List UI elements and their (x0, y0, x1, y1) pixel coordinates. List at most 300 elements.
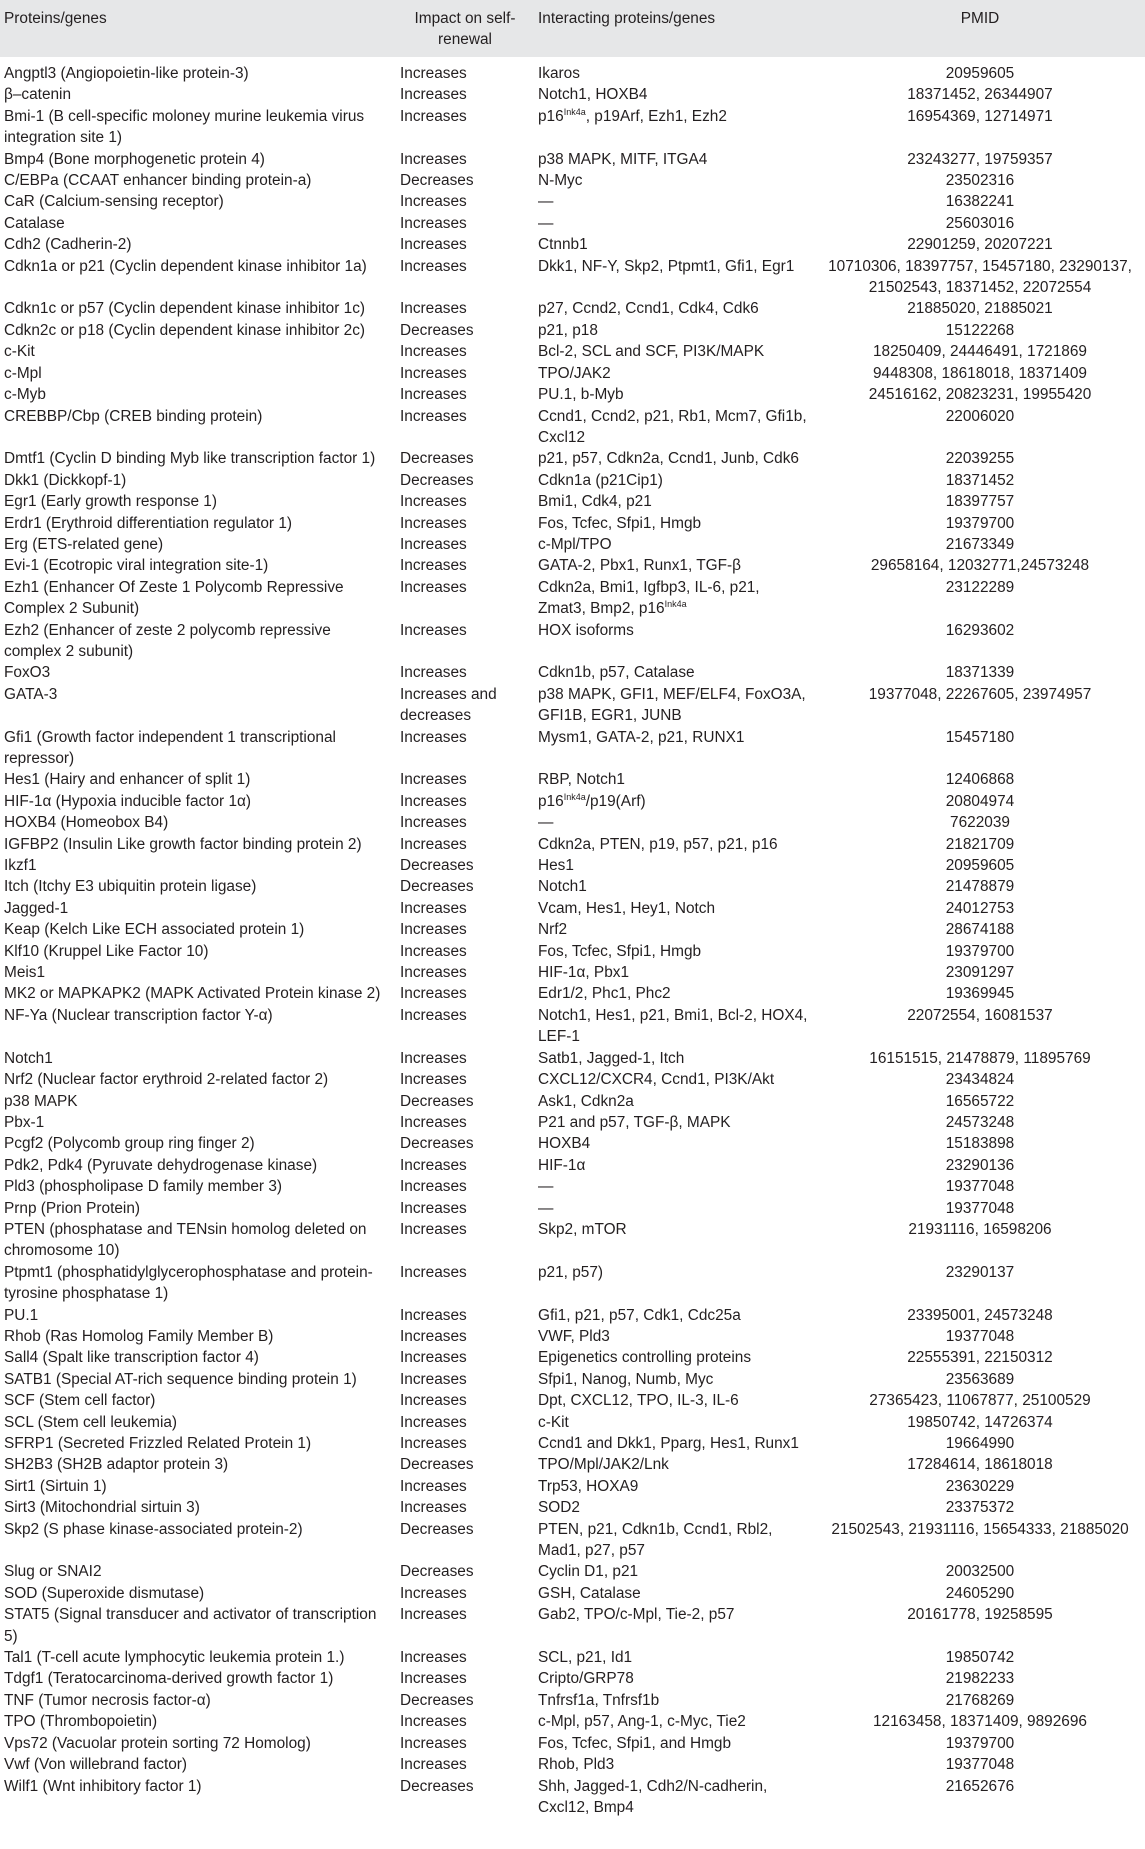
table-row (0, 1112, 1145, 1133)
table-row (0, 406, 1145, 449)
table-row (0, 1155, 1145, 1176)
table-row (0, 1390, 1145, 1411)
pmid-cell: 19377048 (945, 1327, 1015, 1345)
gene-cell: C/EBPa (CCAAT enhancer binding protein-a) (4, 172, 312, 190)
interacting-cell: Notch1 (538, 878, 587, 896)
table-row (0, 1326, 1145, 1347)
impact-cell: Increases (400, 1049, 467, 1067)
table-body (0, 57, 1145, 1818)
gene-cell: PU.1 (4, 1306, 39, 1324)
gene-cell: Skp2 (S phase kinase-associated protein-2) (4, 1520, 303, 1538)
impact-cell: Increases (400, 1327, 467, 1345)
table-row (0, 812, 1145, 833)
pmid-cell: 19377048 (945, 1178, 1015, 1196)
gene-cell: Pld3 (phospholipase D family member 3) (4, 1178, 283, 1196)
interacting-cell: p21, p18 (538, 321, 598, 339)
impact-cell: Increases (400, 621, 467, 639)
impact-cell: Increases (400, 1113, 467, 1131)
pmid-cell: 12406868 (945, 771, 1015, 789)
gene-cell: Notch1 (4, 1049, 53, 1067)
impact-cell: Decreases (400, 1135, 474, 1153)
gene-cell: CaR (Calcium-sensing receptor) (4, 193, 224, 211)
gene-cell: Itch (Itchy E3 ubiquitin protein ligase) (4, 878, 257, 896)
table-row (0, 1476, 1145, 1497)
gene-cell: Angptl3 (Angiopoietin-like protein-3) (4, 65, 249, 82)
impact-cell: Increases (400, 386, 467, 404)
gene-cell: Sirt3 (Mitochondrial sirtuin 3) (4, 1499, 200, 1517)
interacting-cell: Shh, Jagged-1, Cdh2/N-cadherin, Cxcl12, Bmp4 (538, 1777, 768, 1816)
gene-cell: c-Kit (4, 343, 35, 361)
pmid-cell: 21821709 (945, 835, 1015, 853)
interacting-cell: Ccnd1 and Dkk1, Pparg, Hes1, Runx1 (538, 1435, 799, 1452)
impact-cell: Increases (400, 1349, 467, 1367)
table-row (0, 919, 1145, 940)
impact-cell: Decreases (400, 172, 474, 190)
interacting-cell: Cripto/GRP78 (538, 1670, 634, 1688)
gene-cell: Dkk1 (Dickkopf-1) (4, 471, 127, 489)
pmid-cell: 18371339 (945, 664, 1015, 682)
table-row (0, 1091, 1145, 1112)
pmid-cell: 23395001, 24573248 (907, 1306, 1053, 1324)
table-row (0, 106, 1145, 149)
interacting-cell: Dkk1, NF-Y, Skp2, Ptpmt1, Gfi1, Egr1 (538, 257, 795, 275)
table-row (0, 1262, 1145, 1305)
header-pmid: PMID (815, 0, 1145, 57)
interacting-cell: Ikaros (538, 65, 580, 82)
table-row (0, 1711, 1145, 1732)
interacting-cell: HIF-1α, Pbx1 (538, 964, 630, 982)
table-row (0, 662, 1145, 683)
table-row (0, 1776, 1145, 1819)
header-proteins-genes: Proteins/genes (0, 0, 396, 57)
impact-cell: Increases (400, 193, 467, 211)
interacting-cell: HOX isoforms (538, 621, 634, 639)
gene-cell: Jagged-1 (4, 899, 69, 917)
impact-cell: Increases (400, 985, 467, 1003)
pmid-cell: 19850742, 14726374 (907, 1413, 1053, 1431)
table-row (0, 1733, 1145, 1754)
pmid-cell: 16565722 (945, 1092, 1015, 1110)
gene-cell: Pcgf2 (Polycomb group ring finger 2) (4, 1135, 255, 1153)
pmid-cell: 24605290 (945, 1584, 1015, 1602)
table-row (0, 1412, 1145, 1433)
pmid-cell: 25603016 (945, 214, 1015, 232)
interacting-cell: Skp2, mTOR (538, 1220, 627, 1238)
gene-cell: β–catenin (4, 86, 72, 104)
impact-cell: Decreases (400, 1520, 474, 1538)
gene-cell: Gfi1 (Growth factor independent 1 transcriptional repressor) (4, 728, 336, 767)
pmid-cell: 7622039 (950, 814, 1010, 832)
interacting-cell: Ask1, Cdkn2a (538, 1092, 634, 1110)
pmid-cell: 24516162, 20823231, 19955420 (868, 386, 1092, 404)
interacting-cell: Fos, Tcfec, Sfpi1, and Hmgb (538, 1734, 732, 1752)
interacting-cell (534, 577, 815, 620)
impact-cell: Increases (400, 1178, 467, 1196)
header-impact: Impact on self-renewal (396, 0, 534, 57)
gene-cell: Bmi-1 (B cell-specific moloney murine leukemia virus integration site 1) (4, 107, 365, 147)
table-row (0, 791, 1145, 812)
table-row (0, 363, 1145, 384)
table-row (0, 1219, 1145, 1262)
table-row (0, 256, 1145, 299)
interacting-cell: Cdkn1a (p21Cip1) (538, 471, 663, 489)
interacting-cell: GSH, Catalase (538, 1584, 641, 1602)
impact-cell: Increases (400, 728, 467, 746)
pmid-cell: 21768269 (945, 1691, 1015, 1709)
impact-cell: Increases (400, 1156, 467, 1174)
impact-cell: Increases (400, 1370, 467, 1388)
pmid-cell: 19664990 (945, 1435, 1015, 1452)
pmid-cell: 21931116, 16598206 (908, 1220, 1052, 1238)
gene-cell: HOXB4 (Homeobox B4) (4, 814, 169, 832)
pmid-cell: 18250409, 24446491, 1721869 (873, 343, 1087, 361)
pmid-cell: 21673349 (945, 535, 1015, 553)
impact-cell: Increases (400, 1392, 467, 1410)
gene-cell: c-Mpl (4, 364, 42, 382)
gene-cell: GATA-3 (4, 685, 58, 703)
pmid-cell: 20804974 (945, 792, 1015, 810)
table-row (0, 1497, 1145, 1518)
table-row (0, 1198, 1145, 1219)
pmid-cell: 22901259, 20207221 (907, 236, 1053, 254)
gene-cell: SOD (Superoxide dismutase) (4, 1584, 205, 1602)
pmid-cell: 12163458, 18371409, 9892696 (873, 1713, 1087, 1731)
table-row (0, 769, 1145, 790)
gene-cell: Keap (Kelch Like ECH associated protein 1) (4, 921, 305, 939)
table-header (0, 0, 1145, 57)
interacting-cell: Ctnnb1 (538, 236, 588, 254)
interacting-cell: GATA-2, Pbx1, Runx1, TGF-β (538, 557, 741, 575)
gene-cell: Vps72 (Vacuolar protein sorting 72 Homolog) (4, 1734, 311, 1752)
interacting-cell: P21 and p57, TGF-β, MAPK (538, 1113, 731, 1131)
table-row (0, 1519, 1145, 1562)
header-row (0, 0, 1145, 57)
table-row (0, 213, 1145, 234)
impact-cell: Increases (400, 1435, 467, 1452)
impact-cell: Increases (400, 1071, 467, 1089)
interacting-cell: RBP, Notch1 (538, 771, 625, 789)
impact-cell: Increases (400, 65, 467, 82)
table-row (0, 962, 1145, 983)
gene-cell: Rhob (Ras Homolog Family Member B) (4, 1327, 274, 1345)
table-row (0, 1176, 1145, 1197)
interacting-cell: Vcam, Hes1, Hey1, Notch (538, 899, 716, 917)
interacting-text: Cdkn2a, Bmi1, Igfbp3, IL-6, p21, Zmat3, Bmp2, p16 (538, 578, 760, 618)
gene-cell: TPO (Thrombopoietin) (4, 1713, 158, 1731)
interacting-cell: — (538, 1178, 554, 1196)
table-row (0, 84, 1145, 105)
gene-cell: Tal1 (T-cell acute lymphocytic leukemia protein 1.) (4, 1649, 345, 1667)
table-row (0, 1604, 1145, 1647)
table-row (0, 298, 1145, 319)
impact-cell: Decreases (400, 450, 474, 468)
gene-cell: Pbx-1 (4, 1113, 45, 1131)
pmid-cell: 23434824 (945, 1071, 1015, 1089)
pmid-cell: 24012753 (945, 899, 1015, 917)
pmid-cell: 19377048 (945, 1199, 1015, 1217)
table-row (0, 1369, 1145, 1390)
gene-cell: p38 MAPK (4, 1092, 78, 1110)
pmid-cell: 19369945 (945, 985, 1015, 1003)
impact-cell: Decreases (400, 857, 474, 875)
table-row (0, 1433, 1145, 1454)
interacting-cell: Cdkn2a, PTEN, p19, p57, p21, p16 (538, 835, 778, 853)
gene-cell: CREBBP/Cbp (CREB binding protein) (4, 407, 263, 425)
gene-cell: SH2B3 (SH2B adaptor protein 3) (4, 1456, 229, 1474)
impact-cell: Increases (400, 1306, 467, 1324)
impact-cell: Decreases (400, 1691, 474, 1709)
impact-cell: Increases (400, 835, 467, 853)
gene-cell: Cdh2 (Cadherin-2) (4, 236, 132, 254)
table-row (0, 534, 1145, 555)
gene-cell: Egr1 (Early growth response 1) (4, 493, 217, 511)
pmid-cell: 19379700 (945, 942, 1015, 960)
impact-cell: Decreases (400, 878, 474, 896)
pmid-cell: 23563689 (945, 1370, 1015, 1388)
impact-cell: Increases (400, 86, 467, 104)
table-row (0, 983, 1145, 1004)
interacting-cell: p38 MAPK, GFI1, MEF/ELF4, FoxO3A, GFI1B, EGR1, JUNB (538, 685, 806, 725)
pmid-cell: 22006020 (945, 407, 1015, 425)
interacting-cell: p21, p57, Cdkn2a, Ccnd1, Junb, Cdk6 (538, 450, 799, 468)
interacting-cell: HOXB4 (538, 1135, 591, 1153)
table-row (0, 855, 1145, 876)
gene-cell: Ezh2 (Enhancer of zeste 2 polycomb repressive complex 2 subunit) (4, 621, 331, 660)
interacting-cell (534, 106, 815, 149)
impact-cell: Increases (400, 814, 467, 832)
table-row (0, 1305, 1145, 1326)
interacting-cell: SCL, p21, Id1 (538, 1649, 633, 1667)
impact-cell: Increases (400, 214, 467, 232)
pmid-cell: 16382241 (945, 193, 1015, 211)
pmid-cell: 18371452, 26344907 (907, 86, 1053, 104)
gene-cell: PTEN (phosphatase and TENsin homolog deleted on chromosome 10) (4, 1220, 367, 1260)
impact-cell: Increases (400, 1477, 467, 1495)
table-row (0, 1048, 1145, 1069)
interacting-cell: PTEN, p21, Cdkn1b, Ccnd1, Rbl2, Mad1, p27, p57 (538, 1520, 773, 1560)
gene-cell: NF-Ya (Nuclear transcription factor Y-α) (4, 1006, 273, 1024)
impact-cell: Increases (400, 1499, 467, 1517)
impact-cell: Decreases (400, 1456, 474, 1474)
interacting-cell: Notch1, HOXB4 (538, 86, 648, 104)
table-row (0, 1069, 1145, 1090)
table-row (0, 1668, 1145, 1689)
pmid-cell: 29658164, 12032771,24573248 (870, 557, 1090, 575)
interacting-cell: Fos, Tcfec, Sfpi1, Hmgb (538, 514, 702, 532)
table-row (0, 191, 1145, 212)
gene-cell: Dmtf1 (Cyclin D binding Myb like transcription factor 1) (4, 450, 376, 468)
gene-cell: SFRP1 (Secreted Frizzled Related Protein 1) (4, 1435, 312, 1452)
table-row (0, 1133, 1145, 1154)
interacting-cell: Ccnd1, Ccnd2, p21, Rb1, Mcm7, Gfi1b, Cxcl12 (538, 407, 807, 446)
pmid-cell: 20959605 (945, 65, 1015, 82)
pmid-cell: 23502316 (945, 172, 1015, 190)
interacting-superscript: Ink4a (563, 106, 586, 117)
table-row (0, 513, 1145, 534)
interacting-cell: Sfpi1, Nanog, Numb, Myc (538, 1370, 714, 1388)
gene-cell: IGFBP2 (Insulin Like growth factor binding protein 2) (4, 835, 362, 853)
table-row (0, 1005, 1145, 1048)
interacting-cell: Cyclin D1, p21 (538, 1563, 639, 1581)
interacting-cell: c-Kit (538, 1413, 569, 1431)
gene-cell: Hes1 (Hairy and enhancer of split 1) (4, 771, 251, 789)
table-row (0, 320, 1145, 341)
interacting-cell: Tnfrsf1a, Tnfrsf1b (538, 1691, 660, 1709)
table-row (0, 57, 1145, 84)
gene-cell: Ikzf1 (4, 857, 37, 875)
impact-cell: Decreases (400, 471, 474, 489)
interacting-cell: p27, Ccnd2, Ccnd1, Cdk4, Cdk6 (538, 300, 759, 318)
interacting-cell: Edr1/2, Phc1, Phc2 (538, 985, 671, 1003)
gene-cell: c-Myb (4, 386, 46, 404)
pmid-cell: 16293602 (945, 621, 1015, 639)
gene-cell: STAT5 (Signal transducer and activator of transcription 5) (4, 1606, 377, 1645)
pmid-cell: 20161778, 19258595 (907, 1606, 1053, 1624)
impact-cell: Increases (400, 300, 467, 318)
interacting-cell: p38 MAPK, MITF, ITGA4 (538, 150, 708, 168)
pmid-cell: 15457180 (945, 728, 1015, 746)
pmid-cell: 27365423, 11067877, 25100529 (869, 1392, 1091, 1410)
gene-cell: Wilf1 (Wnt inhibitory factor 1) (4, 1777, 202, 1795)
interacting-cell: PU.1, b-Myb (538, 386, 624, 404)
interacting-cell: Bcl-2, SCL and SCF, PI3K/MAPK (538, 343, 765, 361)
gene-cell: FoxO3 (4, 664, 51, 682)
table-row (0, 555, 1145, 576)
table-row (0, 620, 1145, 663)
interacting-text: p16 (538, 792, 564, 810)
pmid-cell: 19379700 (945, 1734, 1015, 1752)
table-row (0, 491, 1145, 512)
pmid-cell: 23122289 (945, 578, 1015, 596)
gene-cell: Tdgf1 (Teratocarcinoma-derived growth factor 1) (4, 1670, 334, 1688)
table-row (0, 834, 1145, 855)
interacting-cell: — (538, 1199, 554, 1217)
impact-cell: Increases (400, 1413, 467, 1431)
impact-cell: Increases (400, 1220, 467, 1238)
interacting-cell: Trp53, HOXA9 (538, 1477, 639, 1495)
pmid-cell: 22039255 (945, 450, 1015, 468)
interacting-cell: HIF-1α (538, 1156, 586, 1174)
impact-cell: Increases (400, 1713, 467, 1731)
impact-cell: Increases (400, 236, 467, 254)
impact-cell: Increases (400, 1670, 467, 1688)
impact-cell: Increases (400, 1734, 467, 1752)
pmid-cell: 23091297 (945, 964, 1015, 982)
table-row (0, 1347, 1145, 1368)
gene-cell: Cdkn2c or p18 (Cyclin dependent kinase inhibitor 2c) (4, 321, 366, 339)
pmid-cell: 23290137 (945, 1263, 1015, 1281)
pmid-cell: 23375372 (945, 1499, 1015, 1517)
pmid-cell: 18371452 (945, 471, 1015, 489)
table-row (0, 1690, 1145, 1711)
pmid-cell: 15183898 (945, 1135, 1015, 1153)
table-row (0, 1561, 1145, 1582)
impact-cell: Increases (400, 1263, 467, 1281)
table-row (0, 1454, 1145, 1475)
interacting-text: p16 (538, 107, 564, 125)
gene-cell: SCL (Stem cell leukemia) (4, 1413, 178, 1431)
table-row (0, 898, 1145, 919)
pmid-cell: 21502543, 21931116, 15654333, 21885020 (831, 1520, 1129, 1538)
gene-cell: HIF-1α (Hypoxia inducible factor 1α) (4, 792, 252, 810)
interacting-cell: TPO/Mpl/JAK2/Lnk (538, 1456, 669, 1474)
pmid-cell: 28674188 (945, 921, 1015, 939)
table-row (0, 1583, 1145, 1604)
table-row (0, 1754, 1145, 1775)
impact-cell: Increases (400, 1584, 467, 1602)
interacting-cell: CXCL12/CXCR4, Ccnd1, PI3K/Akt (538, 1071, 775, 1089)
gene-cell: Erg (ETS-related gene) (4, 535, 164, 553)
gene-cell: Ezh1 (Enhancer Of Zeste 1 Polycomb Repressive Complex 2 Subunit) (4, 578, 344, 618)
pmid-cell: 23290136 (945, 1156, 1015, 1174)
pmid-cell: 24573248 (945, 1113, 1015, 1131)
pmid-cell: 23630229 (945, 1477, 1015, 1495)
impact-cell: Increases (400, 493, 467, 511)
table-row (0, 341, 1145, 362)
impact-cell: Increases (400, 792, 467, 810)
impact-cell: Increases (400, 107, 467, 125)
impact-cell: Decreases (400, 1777, 474, 1795)
interacting-superscript: Ink4a (664, 599, 687, 610)
gene-cell: SATB1 (Special AT-rich sequence binding protein 1) (4, 1370, 357, 1388)
interacting-cell (534, 791, 815, 812)
impact-cell: Increases (400, 535, 467, 553)
impact-cell: Increases (400, 1756, 467, 1774)
impact-cell: Increases and decreases (400, 685, 497, 725)
impact-cell: Increases (400, 1199, 467, 1217)
table-row (0, 448, 1145, 469)
interacting-text-suffix: , p19Arf, Ezh1, Ezh2 (585, 107, 727, 125)
pmid-cell: 15122268 (945, 321, 1015, 339)
impact-cell: Increases (400, 1006, 467, 1024)
impact-cell: Increases (400, 578, 467, 596)
table-row (0, 941, 1145, 962)
gene-cell: Ptpmt1 (phosphatidylglycerophosphatase and protein-tyrosine phosphatase 1) (4, 1263, 373, 1303)
interacting-cell: c-Mpl, p57, Ang-1, c-Myc, Tie2 (538, 1713, 746, 1731)
table-row (0, 470, 1145, 491)
interacting-cell: VWF, Pld3 (538, 1327, 610, 1345)
pmid-cell: 19377048 (945, 1756, 1015, 1774)
impact-cell: Increases (400, 921, 467, 939)
interacting-cell: Gfi1, p21, p57, Cdk1, Cdc25a (538, 1306, 741, 1324)
impact-cell: Increases (400, 557, 467, 575)
gene-cell: Sirt1 (Sirtuin 1) (4, 1477, 107, 1495)
pmid-cell: 18397757 (945, 493, 1015, 511)
pmid-cell: 10710306, 18397757, 15457180, 23290137, 21502543, 18371452, 22072554 (828, 257, 1132, 297)
gene-cell: Pdk2, Pdk4 (Pyruvate dehydrogenase kinase) (4, 1156, 318, 1174)
interacting-cell: Satb1, Jagged-1, Itch (538, 1049, 685, 1067)
table-row (0, 1647, 1145, 1668)
interacting-cell: Dpt, CXCL12, TPO, IL-3, IL-6 (538, 1392, 739, 1410)
pmid-cell: 22555391, 22150312 (907, 1349, 1053, 1367)
impact-cell: Increases (400, 1649, 467, 1667)
pmid-cell: 22072554, 16081537 (907, 1006, 1053, 1024)
interacting-cell: TPO/JAK2 (538, 364, 611, 382)
gene-cell: Bmp4 (Bone morphogenetic protein 4) (4, 150, 265, 168)
pmid-cell: 21982233 (945, 1670, 1015, 1688)
gene-cell: SCF (Stem cell factor) (4, 1392, 156, 1410)
interacting-cell: — (538, 814, 554, 832)
table-row (0, 684, 1145, 727)
interacting-cell: — (538, 193, 554, 211)
impact-cell: Decreases (400, 321, 474, 339)
impact-cell: Increases (400, 514, 467, 532)
gene-cell: Cdkn1c or p57 (Cyclin dependent kinase inhibitor 1c) (4, 300, 366, 318)
interacting-cell: Notch1, Hes1, p21, Bmi1, Bcl-2, HOX4, LEF-1 (538, 1006, 808, 1046)
impact-cell: Increases (400, 343, 467, 361)
impact-cell: Increases (400, 899, 467, 917)
interacting-cell: — (538, 214, 554, 232)
